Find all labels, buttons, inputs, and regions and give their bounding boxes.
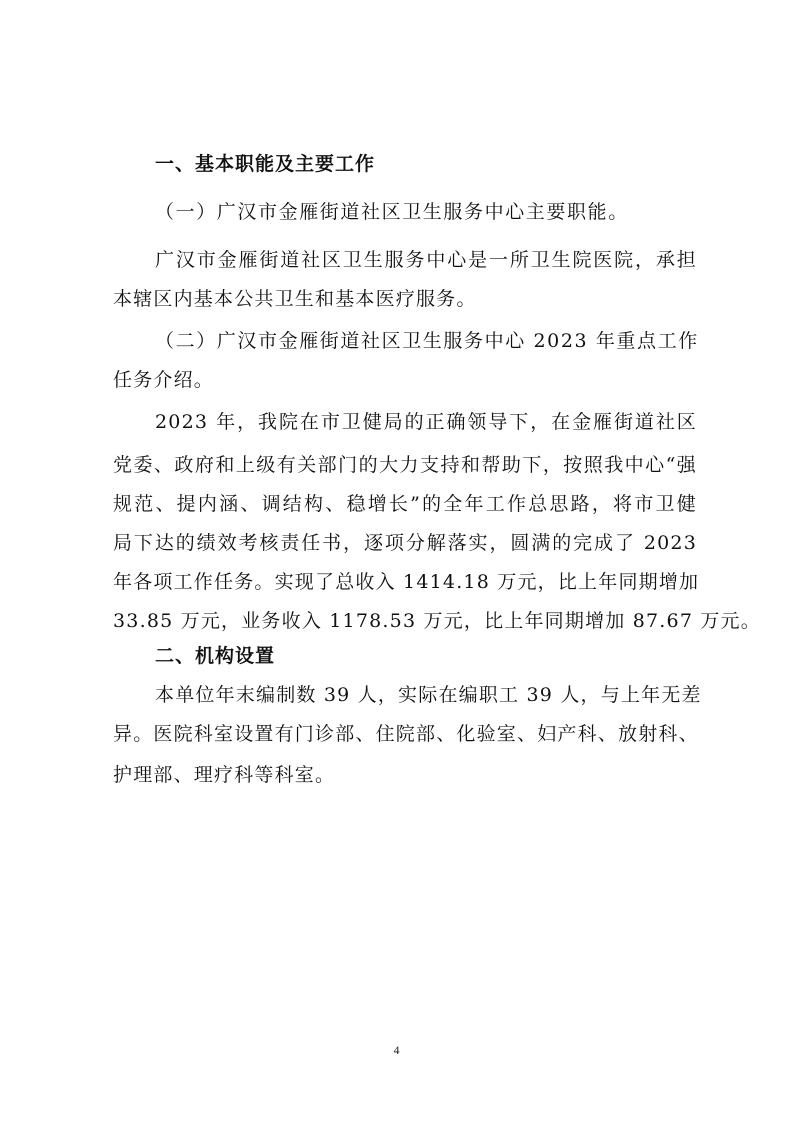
paragraph-line: 护理部、理疗科等科室。 [113,764,336,786]
subsection-title-key-tasks-cont: 任务介绍。 [113,369,215,391]
section-heading-organization: 二、机构设置 [155,645,276,667]
paragraph-line: 党委、政府和上级有关部门的大力支持和帮助下，按照我中心“强 [113,454,697,476]
paragraph-line: 异。医院科室设置有门诊部、住院部、化验室、妇产科、放射科、 [113,723,699,745]
paragraph-line: 33.85 万元，业务收入 1178.53 万元，比上年同期增加 87.67 万元。 [113,610,761,632]
section-heading-basic-functions: 一、基本职能及主要工作 [155,153,376,175]
paragraph-line: 本辖区内基本公共卫生和基本医疗服务。 [113,288,477,310]
subsection-title-key-tasks: （二）广汉市金雁街道社区卫生服务中心 2023 年重点工作 [155,330,699,352]
paragraph-line: 规范、提内涵、调结构、稳增长”的全年工作总思路，将市卫健 [113,493,697,515]
paragraph-line: 广汉市金雁街道社区卫生服务中心是一所卫生院医院，承担 [155,249,697,271]
subsection-title-main-functions: （一）广汉市金雁街道社区卫生服务中心主要职能。 [155,201,629,223]
paragraph-line: 2023 年，我院在市卫健局的正确领导下，在金雁街道社区 [155,411,697,433]
paragraph-line: 局下达的绩效考核责任书，逐项分解落实，圆满的完成了 2023 [113,532,697,554]
paragraph-line: 本单位年末编制数 39 人，实际在编职工 39 人，与上年无差 [155,684,702,706]
paragraph-line: 年各项工作任务。实现了总收入 1414.18 万元，比上年同期增加 [113,571,700,593]
page-number: 4 [393,1043,400,1057]
